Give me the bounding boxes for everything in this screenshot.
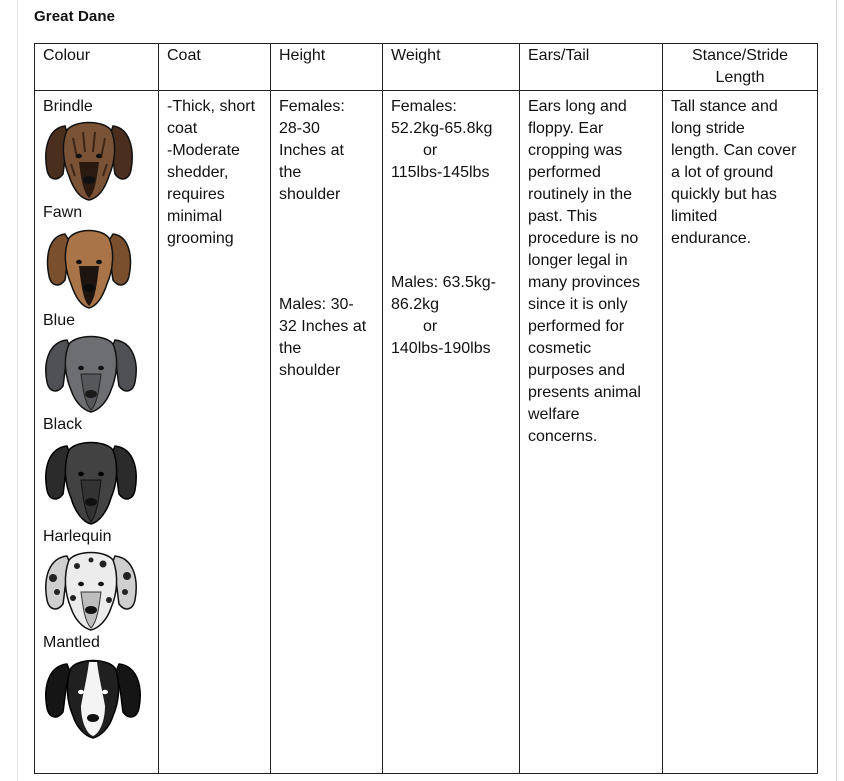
blue-dog-icon	[43, 332, 139, 414]
colour-item-harlequin	[43, 526, 150, 632]
ears-line: longer legal in	[528, 252, 628, 269]
height-male-line: Males: 30-	[279, 296, 354, 313]
stance-line: limited	[671, 208, 718, 225]
ears-tail-cell	[520, 91, 663, 774]
colour-label-fawn: Fawn	[43, 204, 83, 221]
header-coat: Coat	[159, 44, 271, 91]
colour-item-fawn	[43, 202, 150, 310]
document-title: Great Dane	[34, 8, 116, 25]
page-left-edge	[17, 0, 18, 781]
weight-female-line: 52.2kg-65.8kg	[391, 120, 493, 137]
ears-line: procedure is no	[528, 230, 639, 247]
great-dane-info-table	[34, 43, 818, 774]
coat-line: minimal	[167, 208, 223, 225]
ears-line: welfare	[528, 406, 580, 423]
stance-line: endurance.	[671, 230, 752, 247]
brindle-dog-icon	[43, 118, 135, 202]
stance-line: long stride	[671, 120, 745, 137]
colour-cell	[35, 91, 159, 774]
height-female-line: Inches at	[279, 142, 344, 159]
coat-line: coat	[167, 120, 198, 137]
ears-line: cropping was	[528, 142, 623, 159]
weight-male-line: 140lbs-190lbs	[391, 340, 491, 357]
colour-item-brindle	[43, 96, 150, 202]
header-weight: Weight	[383, 44, 520, 91]
ears-line: cosmetic	[528, 340, 592, 357]
colour-label-black: Black	[43, 416, 83, 433]
coat-line: grooming	[167, 230, 234, 247]
ears-line: routinely in the	[528, 186, 633, 203]
height-male-line: the	[279, 340, 302, 357]
colour-item-black	[43, 414, 150, 526]
weight-male-or: or	[423, 318, 438, 335]
colour-item-mantled	[43, 632, 150, 740]
ears-line: many provinces	[528, 274, 641, 291]
ears-line: purposes and	[528, 362, 625, 379]
fawn-dog-icon	[43, 224, 135, 310]
weight-female-or: or	[423, 142, 438, 159]
weight-cell	[383, 91, 520, 774]
colour-item-blue	[43, 310, 150, 414]
ears-line: past. This	[528, 208, 598, 225]
table-header-row	[35, 44, 818, 91]
ears-line: since it is only	[528, 296, 628, 313]
stance-line: a lot of ground	[671, 164, 774, 181]
height-female-line: 28-30	[279, 120, 320, 137]
height-male-line: 32 Inches at	[279, 318, 367, 335]
height-female-line: shoulder	[279, 186, 341, 203]
coat-line: -Moderate	[167, 142, 240, 159]
table-row	[35, 91, 818, 774]
ears-line: concerns.	[528, 428, 598, 445]
height-cell	[271, 91, 383, 774]
colour-label-harlequin: Harlequin	[43, 528, 112, 545]
coat-cell	[159, 91, 271, 774]
header-ears-tail: Ears/Tail	[520, 44, 663, 91]
header-stance-stride: Stance/Stride Length	[663, 44, 818, 91]
ears-line: performed for	[528, 318, 625, 335]
coat-line: -Thick, short	[167, 98, 256, 115]
weight-male-line: Males: 63.5kg-	[391, 274, 496, 291]
harlequin-dog-icon	[43, 548, 139, 632]
height-male-line: shoulder	[279, 362, 341, 379]
height-female-line: Females:	[279, 98, 345, 115]
ears-line: presents animal	[528, 384, 641, 401]
black-dog-icon	[43, 436, 139, 526]
coat-line: requires	[167, 186, 225, 203]
height-female-line: the	[279, 164, 302, 181]
weight-female-line: 115lbs-145lbs	[391, 164, 490, 181]
coat-line: shedder,	[167, 164, 229, 181]
ears-line: performed	[528, 164, 601, 181]
header-colour: Colour	[35, 44, 159, 91]
stance-line: Tall stance and	[671, 98, 778, 115]
colour-label-brindle: Brindle	[43, 98, 93, 115]
stance-line: length. Can cover	[671, 142, 797, 159]
mantled-dog-icon	[43, 654, 143, 740]
ears-line: Ears long and	[528, 98, 627, 115]
weight-spacer	[391, 184, 511, 272]
ears-line: floppy. Ear	[528, 120, 604, 137]
stance-line: quickly but has	[671, 186, 777, 203]
colour-label-blue: Blue	[43, 312, 76, 329]
weight-male-line: 86.2kg	[391, 296, 440, 313]
page-right-edge	[836, 0, 837, 781]
height-spacer	[279, 206, 374, 294]
stance-cell	[663, 91, 818, 774]
weight-female-line: Females:	[391, 98, 457, 115]
colour-label-mantled: Mantled	[43, 634, 100, 651]
header-height: Height	[271, 44, 383, 91]
